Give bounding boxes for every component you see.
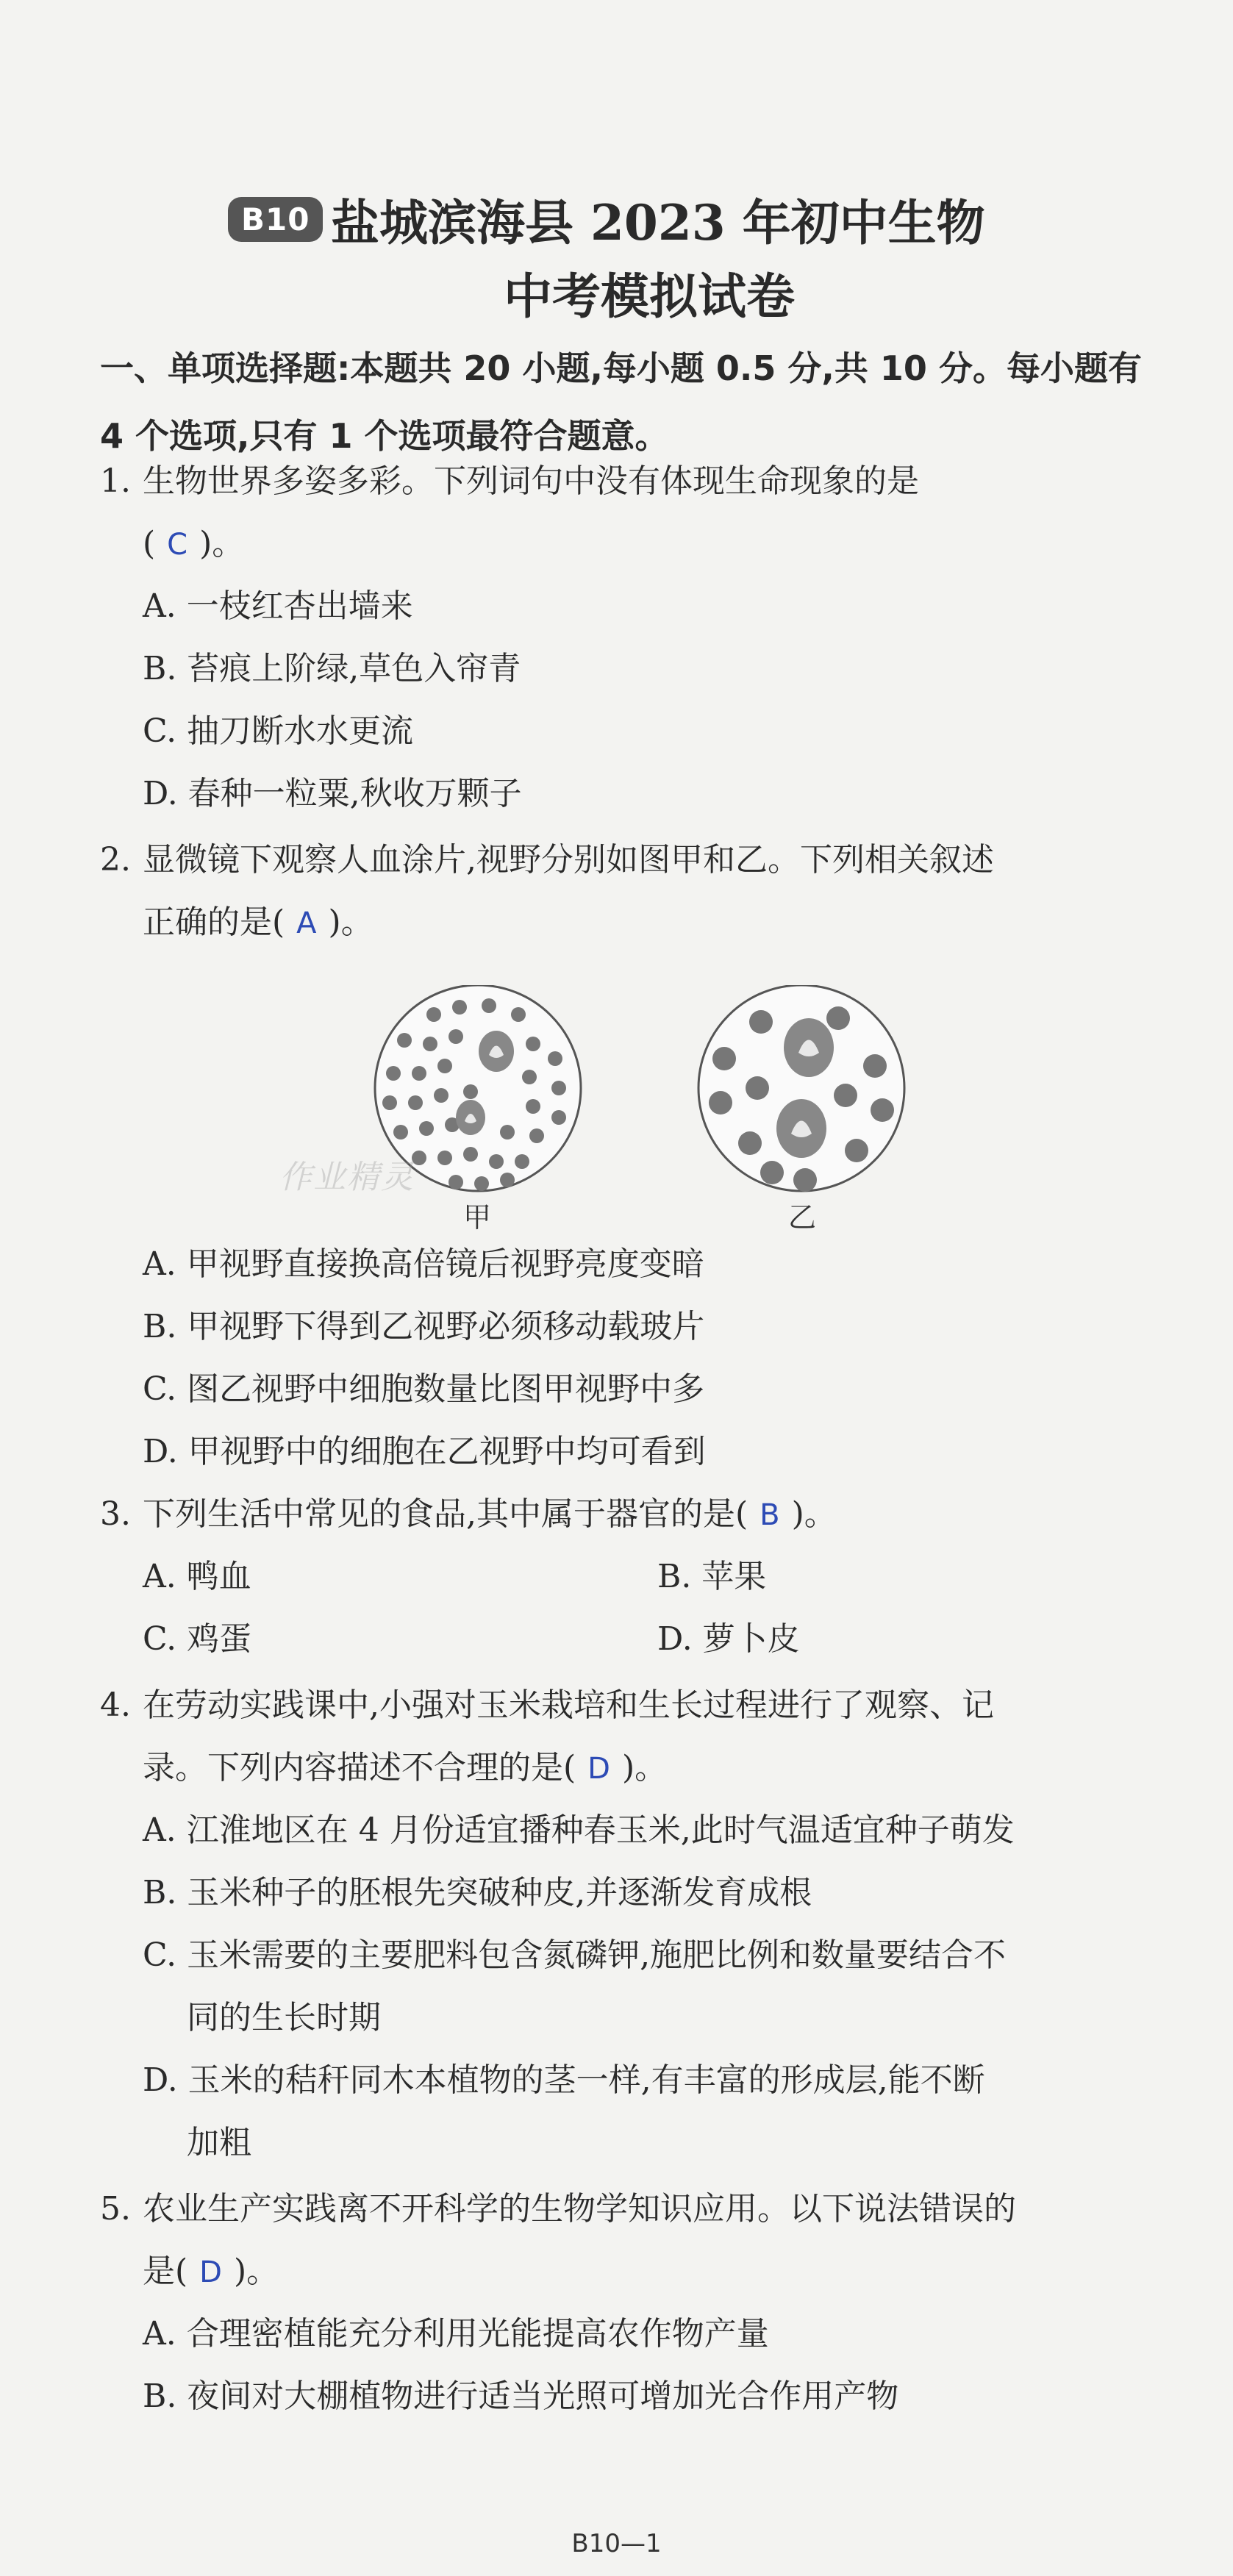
figure-label-yi: 乙 [788,1201,817,1234]
title-line-1: 盐城滨海县 2023 年初中生物 [331,194,985,251]
answer-1: C [167,528,188,562]
section-badge: B10 [228,197,323,242]
option-1b: B. 苔痕上阶绿,草色入帘青 [143,650,521,687]
section-heading: 一、单项选择题:本题共 20 小题,每小题 0.5 分,共 10 分。每小题有 4 个选项,只有 1 个选项最符合题意。 [100,348,1142,456]
figure-label-jia: 甲 [463,1201,492,1234]
watermark-text: 作业精灵 [279,1159,415,1196]
view-yi [698,985,904,1192]
question-4-stem: 4. 在劳动实践课中,小强对玉米栽培和生长过程进行了观察、记 [100,1686,994,1724]
option-4c: C. 玉米需要的主要肥料包含氮磷钾,施肥比例和数量要结合不 [143,1936,1007,1974]
option-3c: C. 鸡蛋 [143,1620,252,1658]
answer-4: D [587,1752,610,1786]
question-2-stem: 2. 显微镜下观察人血涂片,视野分别如图甲和乙。下列相关叙述 [100,841,994,879]
answer-2: A [296,906,317,940]
option-4a: A. 江淮地区在 4 月份适宜播种春玉米,此时气温适宜种子萌发 [143,1811,1015,1849]
option-4d: D. 玉米的秸秆同木本植物的茎一样,有丰富的形成层,能不断 [143,2061,985,2099]
option-2d: D. 甲视野中的细胞在乙视野中均可看到 [143,1433,706,1470]
option-3d: D. 萝卜皮 [657,1620,800,1658]
question-1-stem-cont: ( C )。 [143,525,245,562]
option-1d: D. 春种一粒粟,秋收万颗子 [143,775,522,812]
answer-5: D [199,2255,222,2289]
option-3b: B. 苹果 [657,1558,767,1595]
title-line-2: 中考模拟试卷 [504,268,795,325]
question-5-stem: 5. 农业生产实践离不开科学的生物学知识应用。以下说法错误的 [100,2190,1016,2228]
option-5a: A. 合理密植能充分利用光能提高农作物产量 [143,2315,769,2353]
option-4b: B. 玉米种子的胚根先突破种皮,并逐渐发育成根 [143,1874,812,1911]
option-2a: A. 甲视野直接换高倍镜后视野亮度变暗 [143,1245,704,1283]
option-2b: B. 甲视野下得到乙视野必须移动载玻片 [143,1308,705,1345]
microscope-figure [360,985,934,1234]
question-2-stem-cont: 正确的是( A )。 [143,904,374,941]
option-4c-cont: 同的生长时期 [187,1999,381,2036]
microscope-views-illustration [360,985,934,1228]
option-5b: B. 夜间对大棚植物进行适当光照可增加光合作用产物 [143,2378,899,2415]
option-3a: A. 鸭血 [143,1558,251,1595]
question-3-stem: 3. 下列生活中常见的食品,其中属于器官的是( B )。 [100,1495,837,1533]
question-4-stem-cont: 录。下列内容描述不合理的是( D )。 [143,1749,668,1786]
question-5-stem-cont: 是( D )。 [143,2253,279,2290]
question-1-stem: 1. 生物世界多姿多彩。下列词句中没有体现生命现象的是 [100,462,919,500]
answer-3: B [760,1498,780,1532]
page-number: B10—1 [571,2529,662,2558]
option-2c: C. 图乙视野中细胞数量比图甲视野中多 [143,1370,705,1408]
option-1c: C. 抽刀断水水更流 [143,712,414,750]
option-1a: A. 一枝红杏出墙来 [143,587,413,625]
option-4d-cont: 加粗 [187,2124,251,2161]
